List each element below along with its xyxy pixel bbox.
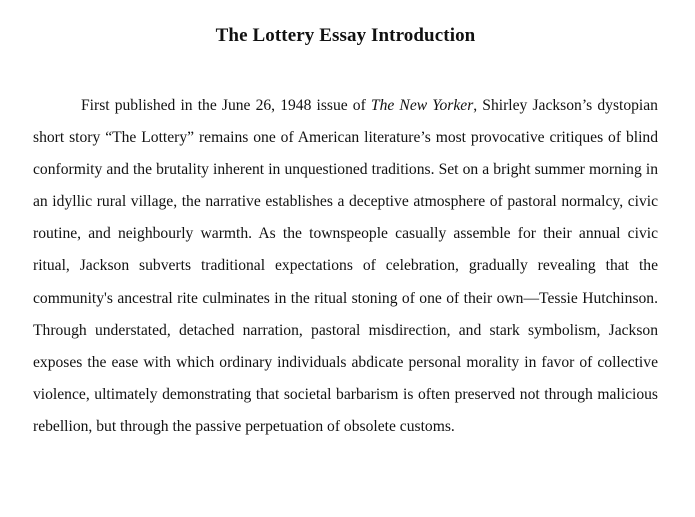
paragraph-text-rest: , Shirley Jackson’s dystopian short story “The Lottery” remains one of American literature’s most provocative critiques of blind conformity and the brutality inherent in unquestioned traditions. Set on a bright summer morning in an idyllic rural village, the narrative establishes a deceptive atmosphere of pastoral normalcy, civic routine, and neighbourly warmth. As the townspeople casually assemble for their annual civic ritual, Jackson subverts traditional expectations of celebration, gradually revealing that the community's ancestral rite culminates in the ritual stoning of one of their own—Tessie Hutchinson. Through understated, detached narration, pastoral misdirection, and stark symbolism, Jackson exposes the ease with which ordinary individuals abdicate personal morality in favor of collective violence, ultimately demonstrating that societal barbarism is often preserved not through malicious rebellion, but through the passive perpetuation of obsolete customs. <box>33 97 658 435</box>
document-title: The Lottery Essay Introduction <box>215 25 476 46</box>
introduction-paragraph <box>33 90 658 443</box>
paragraph-text-start: First published in the June 26, 1948 issue of <box>81 97 371 114</box>
publication-name: The New Yorker <box>370 97 474 114</box>
